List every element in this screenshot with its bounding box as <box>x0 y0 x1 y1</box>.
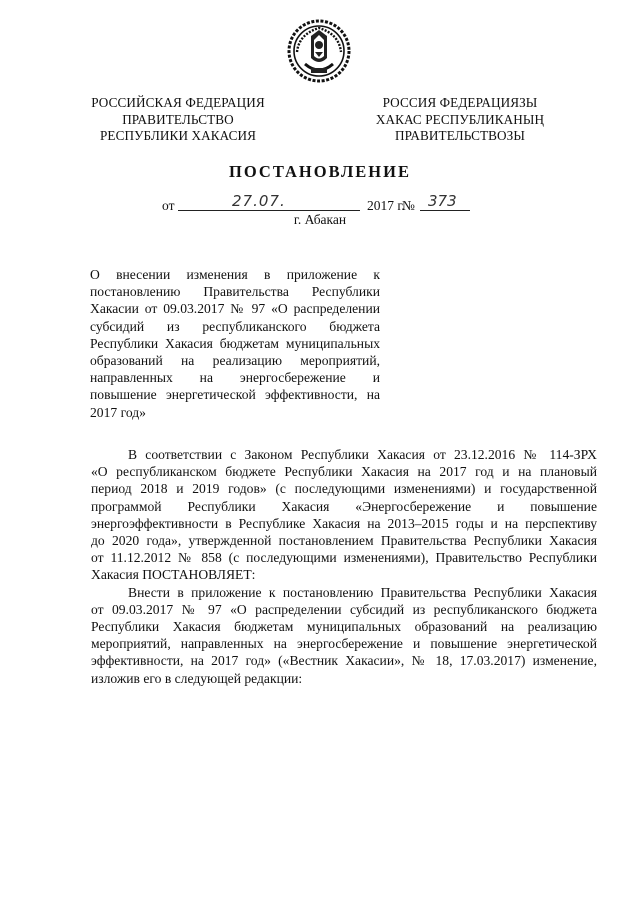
number-sign: № <box>402 198 415 213</box>
body-line: изложив его в следующей редакции: <box>91 670 303 686</box>
body-line: эффективности, на 2017 год» («Вестник Хакасии», № 18, 17.03.2017) изменение, <box>91 653 597 669</box>
body-line: В соответствии с Законом Республики Хакасия от 23.12.2016 № 114-ЗРХ <box>128 447 597 462</box>
body-line: программой Республики Хакасия «Энергосбережение и повышение <box>91 498 597 514</box>
body-line: от 09.03.2017 № 97 «О распределении субсидий из республиканского бюджета <box>91 601 597 617</box>
year-label: 2017 г. <box>367 198 405 213</box>
resolution-body <box>91 446 597 687</box>
header-line: ПРАВИТЕЛЬСТВО <box>122 111 234 127</box>
city-label: г. Абакан <box>293 212 347 227</box>
body-line: Хакасия ПОСТАНОВЛЯЕТ: <box>91 567 256 583</box>
body-line: Республики Хакасия бюджетам муниципальных образований на реализацию <box>91 619 597 635</box>
body-line: энергоэффективности в Республике Хакасия на 2013–2015 годы и на перспективу <box>91 515 597 531</box>
header-russian <box>78 95 278 145</box>
subject-line: О внесении изменения в приложение к <box>90 267 380 282</box>
body-line: мероприятий, направленных на энергосбережение и повышение энергетической <box>91 636 597 652</box>
date-prefix: от <box>162 198 175 213</box>
date-underline <box>178 210 360 211</box>
number-underline <box>420 210 470 211</box>
subject-line: Хакасии от 09.03.2017 № 97 «О распределении <box>90 301 380 317</box>
resolution-subject <box>90 266 380 421</box>
body-line: «О республиканском бюджете Республики Хакасия на 2017 год и на плановый <box>91 464 597 480</box>
header-line: РЕСПУБЛИКИ ХАКАСИЯ <box>100 128 256 143</box>
header-line: ХАКАС РЕСПУБЛИКАНЫҢ <box>375 111 545 127</box>
body-line: Внести в приложение к постановлению Правительства Республики Хакасия <box>128 584 597 600</box>
body-line: от 11.12.2012 № 858 (с последующими изменениями), Правительство Республики <box>91 550 597 566</box>
subject-line: Республики Хакасия бюджетам муниципальных <box>90 335 380 351</box>
document-title: ПОСТАНОВЛЕНИЕ <box>229 162 411 181</box>
khakassia-coat-of-arms-icon <box>287 18 351 84</box>
body-line: до 2020 года», утвержденной постановлением Правительства Республики Хакасия <box>91 533 597 549</box>
subject-line: субсидий из республиканского бюджета <box>90 318 380 334</box>
subject-line: 2017 год» <box>90 404 146 420</box>
subject-line: направленных на энергосбережение и <box>90 370 380 386</box>
subject-line: постановлению Правительства Республики <box>90 284 380 300</box>
handwritten-date: 27.07. <box>232 192 286 210</box>
header-line: ПРАВИТЕЛЬСТВОЗЫ <box>395 128 525 143</box>
header-line: РОССИЙСКАЯ ФЕДЕРАЦИЯ <box>91 95 265 110</box>
header-line: РОССИЯ ФЕДЕРАЦИЯЗЫ <box>382 95 538 110</box>
handwritten-number: 373 <box>428 192 457 210</box>
header-khakas <box>360 95 560 145</box>
subject-line: повышение энергетической эффективности, на <box>90 387 380 403</box>
subject-line: образований на реализацию мероприятий, <box>90 353 380 369</box>
body-line: период 2018 и 2019 годов» (с последующими изменениями) и государственной <box>91 481 597 497</box>
